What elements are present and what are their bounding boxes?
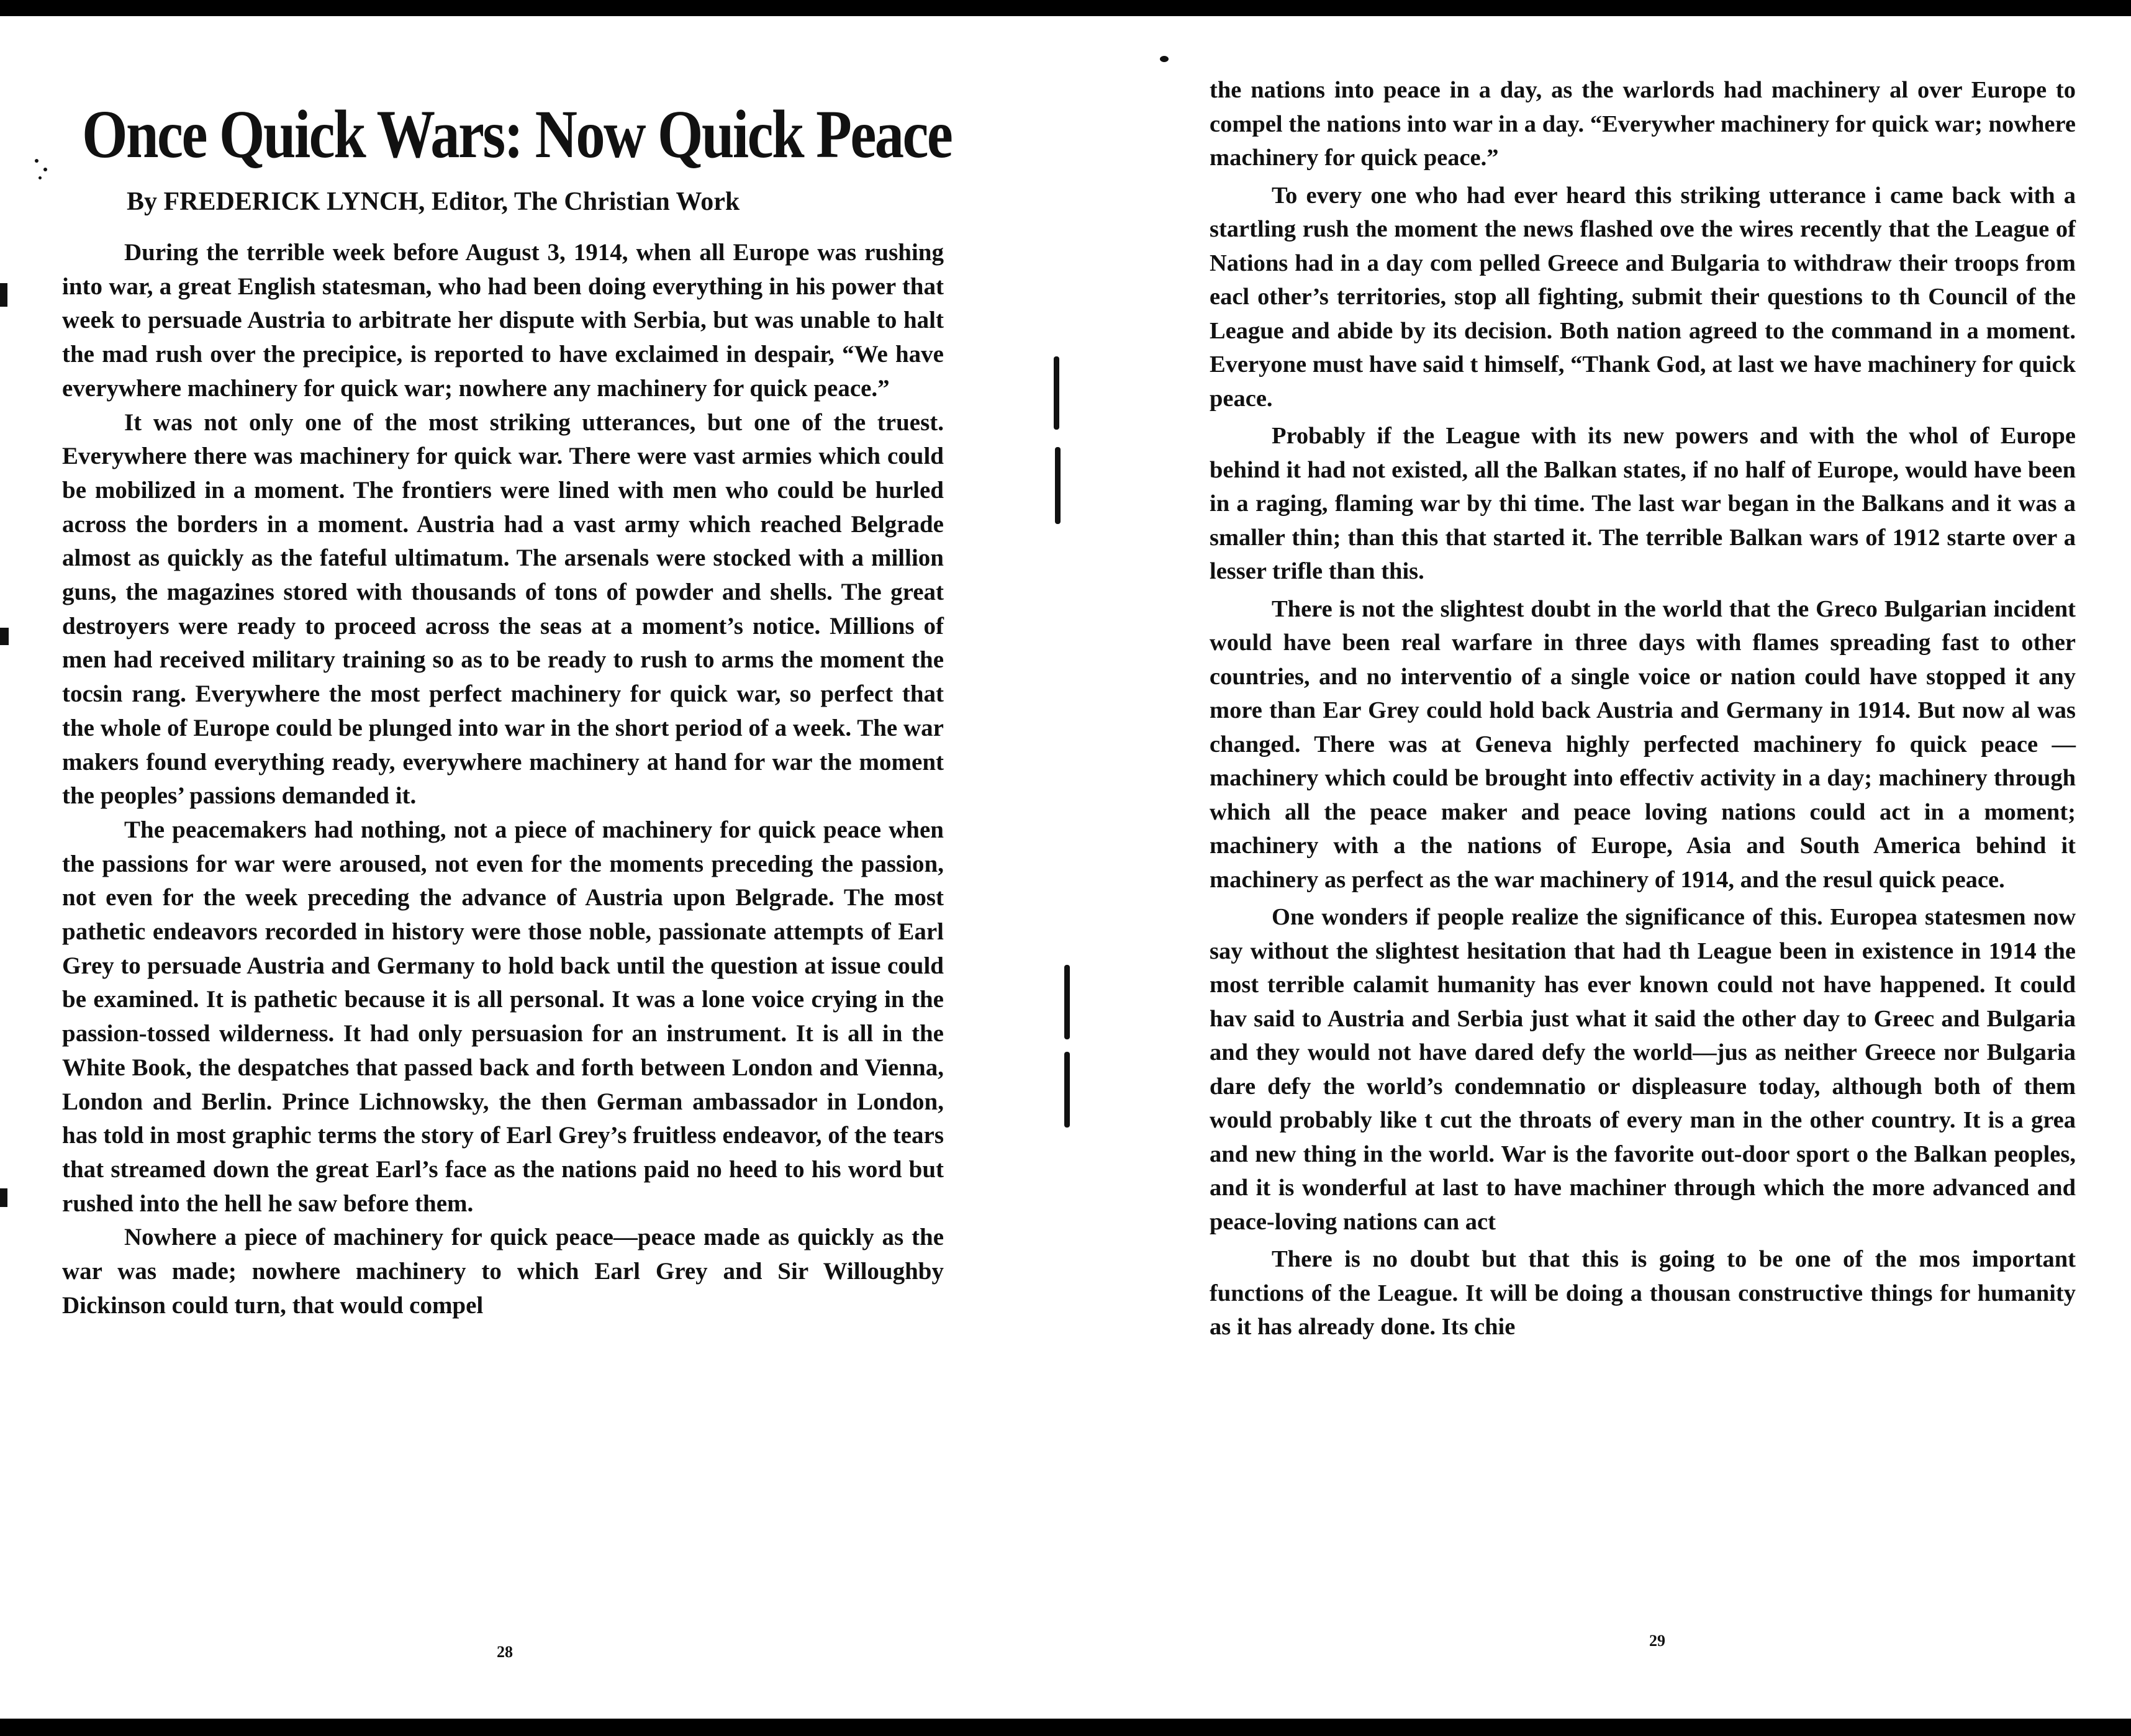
right-paragraph-5: One wonders if people realize the significance of this. Europea statesmen now say without the slightest hesitation that had th League been in existence in 1914 the most terrible calamit humanity has ever known could not have happened. It could hav said to Austria and Serbia just what it said the other day to Greec and Bulgaria and they would not have dared defy the world—jus as neither Greece nor Bulgaria dare defy the world’s condemnatio or displeasure today, although both of them would probably like t cut the throats of every man in the other country. It is a grea and new thing in the world. War is the favorite out-door sport o the Balkan peoples, and it is wonderful at last to have machiner through which the more advanced and peace-loving nations can act <box>1210 904 2076 1235</box>
right-paragraph-6: There is no doubt but that this is going to be one of the mos important functions of the League. It will be doing a thousan constructive things for humanity as it has already done. Its chie <box>1210 1246 2076 1340</box>
left-paragraph-3: The peacemakers had nothing, not a piece of machinery for quick peace when the passions for war were aroused, not even for the moments preceding the passion, not even for the week preceding the advance of Austria upon Belgrade. The most pathetic endeavors recorded in history were those noble, passionate attempts of Earl Grey to persuade Austria and Germany to hold back until the question at issue could be examined. It is pathetic because it is all personal. It was a lone voice crying in the passion-tossed wilderness. It had only persuasion for an instrument. It is all in the White Book, the despatches that passed back and forth between London and Vienna, London and Berlin. Prince Lichnowsky, the then German ambassador in London, has told in most graphic terms the story of Earl Grey’s fruitless endeavor, of the tears that streamed down the great Earl’s face as the nations paid no heed to his word but rushed into the hell he saw before them. <box>62 816 944 1217</box>
left-paragraph-2: It was not only one of the most striking utterances, but one of the truest. Everywhere there was machinery for quick war. There were vast armies which could be mobilized in a moment. The frontiers were lined with men who could be hurled across the borders in a moment. Austria had a vast army which reached Belgrade almost as quickly as the fateful ultimatum. The arsenals were stocked with a million guns, the magazines stored with thousands of tons of powder and shells. The great destroyers were ready to proceed across the seas at a moment’s notice. Millions of men had received military training so as to be ready to rush to arms the moment the tocsin rang. Everywhere the most perfect machinery for quick war, so perfect that the whole of Europe could be plunged into war in the short period of a week. The war makers found everything ready, everywhere machinery at hand for war the moment the peoples’ passions demanded it. <box>62 409 944 810</box>
gutter-mark <box>1064 1052 1070 1128</box>
article-title: Once Quick Wars: Now Quick Peace <box>82 96 952 172</box>
gutter-mark <box>1055 447 1061 524</box>
ink-speck <box>43 168 47 171</box>
right-paragraph-1: the nations into peace in a day, as the warlords had machinery al over Europe to compel the nations into war in a day. “Everywher machinery for quick war; nowhere machinery for quick peace.” <box>1210 77 2076 171</box>
right-paragraph-2: To every one who had ever heard this striking utterance i came back with a startling rush the moment the news flashed ove the wires recently that the League of Nations had in a day com pelled Greece and Bulgaria to withdraw their troops from eacl other’s territories, stop all fighting, submit their questions to th Council of the League and abide by its decision. Both nation agreed to the command in a moment. Everyone must have said t himself, “Thank God, at last we have machinery for quick peace. <box>1210 182 2076 412</box>
article-byline: By FREDERICK LYNCH, Editor, The Christian Work <box>127 188 740 216</box>
gutter-mark <box>1054 356 1059 430</box>
edge-mark <box>0 283 7 307</box>
ink-speck <box>1160 56 1169 62</box>
right-page <box>1210 73 2076 1348</box>
ink-speck <box>35 159 38 163</box>
edge-mark <box>0 1188 7 1207</box>
gutter-mark <box>1064 965 1070 1039</box>
right-paragraph-3: Probably if the League with its new powers and with the whol of Europe behind it had not existed, all the Balkan states, if no half of Europe, would have been in a raging, flaming war by thi time. The last war began in the Balkans and it was a smaller thin; than this that started it. The terrible Balkan wars of 1912 starte over a lesser trifle than this. <box>1210 423 2076 584</box>
paper-sheet <box>0 16 2131 1719</box>
edge-mark <box>0 628 9 645</box>
right-page-number: 29 <box>1649 1632 1665 1650</box>
left-paragraph-4: Nowhere a piece of machinery for quick peace—peace made as quickly as the war was made; nowhere machinery to which Earl Grey and Sir Willoughby Dickinson could turn, that would compel <box>62 1224 944 1319</box>
left-page <box>62 96 952 1323</box>
ink-speck <box>38 176 42 179</box>
right-paragraph-4: There is not the slightest doubt in the world that the Greco Bulgarian incident would have been real warfare in three days with flames spreading fast to other countries, and no interventio of a single voice or nation could have stopped it any more than Ear Grey could hold back Austria and Germany in 1914. But now al was changed. There was at Geneva highly perfected machinery fo quick peace — machinery which could be brought into effectiv activity in a day; machinery through which all the peace maker and peace loving nations could act in a moment; machinery with a the nations of Europe, Asia and South America behind it machinery as perfect as the war machinery of 1914, and the resul quick peace. <box>1210 595 2076 893</box>
left-page-number: 28 <box>497 1643 513 1661</box>
left-paragraph-1: During the terrible week before August 3, 1914, when all Europe was rushing into war, a great English statesman, who had been doing everything in his power that week to persuade Austria to arbitrate her dispute with Serbia, but was unable to halt the mad rush over the precipice, is reported to have exclaimed in despair, “We have everywhere machinery for quick war; nowhere any machinery for quick peace.” <box>62 239 944 402</box>
